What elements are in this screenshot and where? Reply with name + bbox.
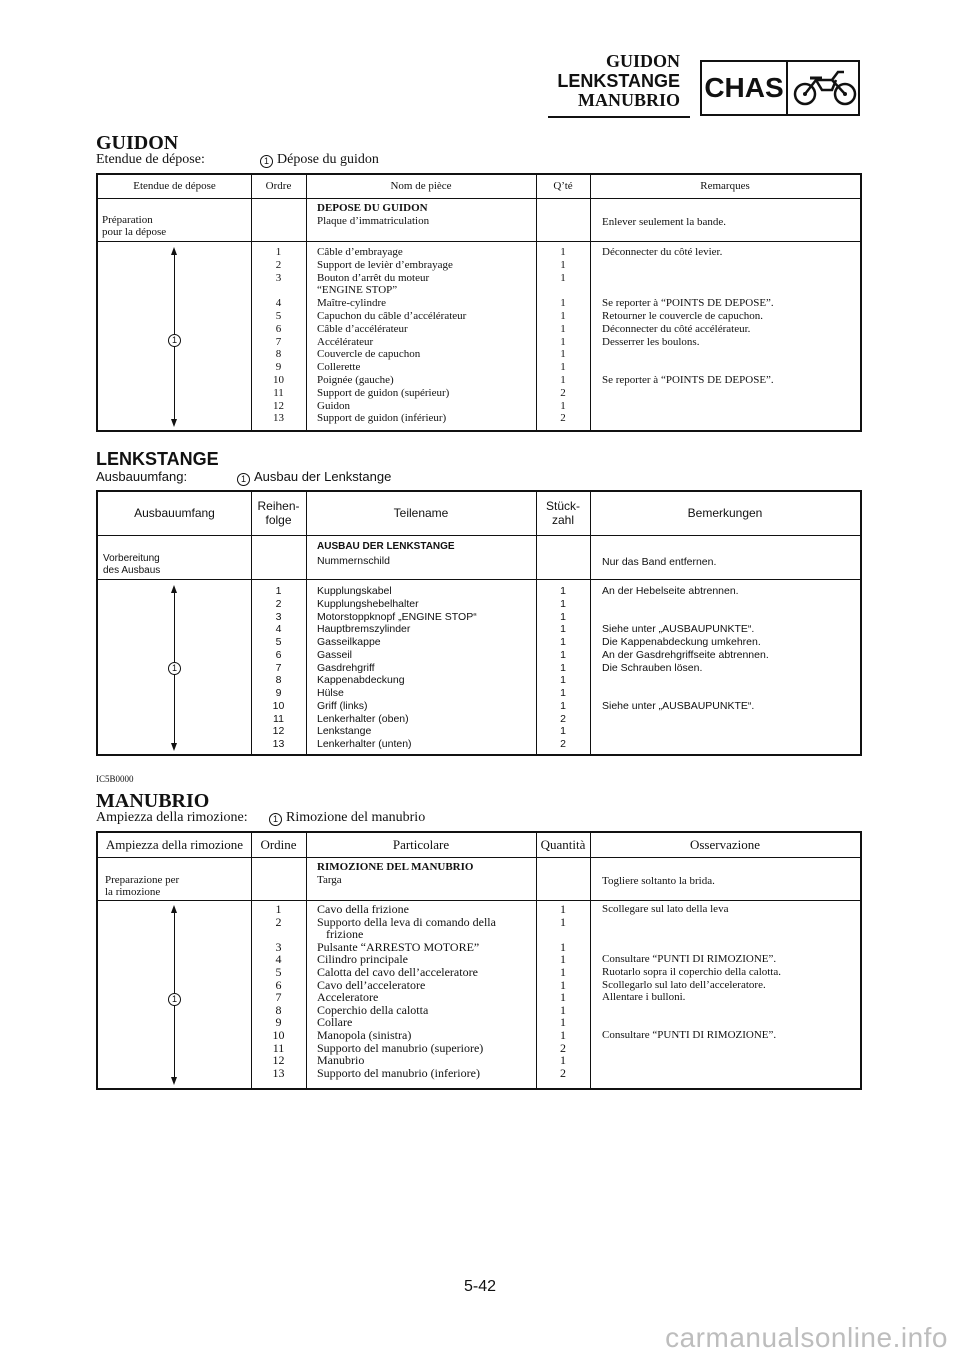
circled-number-icon: 1: [260, 155, 273, 168]
col-header-scope: Ampiezza della rimozione: [105, 836, 244, 852]
scope-text: Ausbau der Lenkstange: [254, 469, 392, 484]
removal-table-it: [96, 831, 862, 1090]
section-title-it: MANUBRIO: [96, 790, 210, 812]
section-title-de: LENKSTANGE: [96, 449, 219, 469]
col-header-order: Reihen- folge: [257, 498, 300, 527]
circled-number-icon: 1: [237, 473, 250, 486]
scope-value: [260, 153, 379, 168]
motorcycle-icon: [792, 68, 858, 108]
header-rule: [548, 116, 690, 118]
prep-remark: Nur das Band entfernen.: [602, 556, 717, 568]
scope-text: Rimozione del manubrio: [286, 810, 426, 825]
removal-table-fr: [96, 173, 862, 432]
prep-part: Nummernschild: [317, 555, 390, 567]
col-header-order: Ordre: [265, 180, 292, 193]
order-column: 1 2 3 4 5 6 7 8 9 10 11 12 13: [272, 585, 285, 750]
order-column: 1 2 3 4 5 6 7 8 9 10 11 12 13: [273, 246, 284, 425]
section-title-fr: GUIDON: [96, 132, 179, 154]
prep-remark: Enlever seulement la bande.: [602, 216, 727, 228]
range-number: 1: [168, 662, 181, 675]
prep-part: Targa: [317, 874, 342, 886]
range-number: 1: [168, 334, 181, 347]
col-header-part: Particolare: [392, 836, 450, 852]
order-column: 1 2 3 4 5 6 7 8 9 10 11 12 13: [272, 902, 285, 1080]
col-header-scope: Etendue de dépose: [133, 180, 216, 193]
removal-table-de: [96, 490, 862, 756]
circled-number-icon: 1: [269, 813, 282, 826]
col-header-qty: Quantità: [540, 836, 586, 852]
col-header-remarks: Bemerkungen: [687, 505, 763, 520]
chapter-badge: [700, 60, 860, 116]
document-reference: IC5B0000: [96, 774, 134, 784]
scope-line-de: [96, 469, 392, 484]
col-header-part: Nom de pièce: [390, 180, 452, 193]
col-header-qty: Q’té: [553, 180, 573, 193]
col-header-qty: Stück- zahl: [545, 498, 580, 527]
prep-label: Préparation pour la dépose: [102, 214, 167, 238]
part-column: Câble d’embrayage Support de levièr d’embrayage Bouton d’arrêt du moteur “ENGINE STOP” Maître-cylindre Capuchon du câble d’accélérateur Câble d’accélérateur Accélérateur Couvercle de capuchon Collerette Poignée (gauche) Support de guidon (supérieur) Guidon Support de guidon (inférieur): [317, 246, 467, 425]
prep-part: Plaque d’immatriculation: [317, 215, 430, 227]
col-header-remarks: Remarques: [700, 180, 750, 193]
chapter-badge-label: CHAS: [704, 72, 784, 103]
header-title-fr: GUIDON: [605, 51, 680, 71]
prep-part-title: RIMOZIONE DEL MANUBRIO: [317, 861, 474, 873]
col-header-order: Ordine: [260, 836, 297, 852]
col-header-remarks: Osservazione: [689, 836, 761, 852]
remarks-column: Déconnecter du côté levier. Se reporter à “POINTS DE DEPOSE”. Retourner le couvercle de capuchon. Déconnecter du côté accélérateur. Desserrer les boulons. Se reporter à “POINTS DE DEPOSE”.: [602, 246, 774, 386]
page-number: 5-42: [463, 1278, 497, 1295]
header-title-it: MANUBRIO: [578, 90, 680, 110]
scope-line-fr: [96, 152, 379, 167]
range-number: 1: [168, 993, 181, 1006]
prep-label: Vorbereitung des Ausbaus: [103, 553, 161, 576]
scope-value: [237, 470, 391, 486]
chapter-badge-divider: [786, 62, 788, 114]
part-column: Cavo della frizione Supporto della leva di comando della frizione Pulsante “ARRESTO MOTORE” Cilindro principale Calotta del cavo dell’acceleratore Cavo dell’acceleratore Acceleratore Coperchio della calotta Collare Manopola (sinistra) Supporto del manubrio (superiore) Manubrio Supporto del manubrio (inferiore): [317, 902, 496, 1080]
part-column: Kupplungskabel Kupplungshebelhalter Motorstoppknopf „ENGINE STOP“ Hauptbremszylinder Gasseilkappe Gasseil Gasdrehgriff Kappenabdeckung Hülse Griff (links) Lenkerhalter (oben) Lenkstange Lenkerhalter (unten): [317, 585, 477, 750]
scope-label: Ampiezza della rimozione:: [96, 810, 248, 825]
watermark: carmanualsonline.info: [665, 1322, 948, 1353]
qty-column: 1 1 1 1 1 1 1 1 1 1 2 1 2: [560, 246, 566, 425]
scope-text: Dépose du guidon: [277, 152, 379, 167]
remarks-column: An der Hebelseite abtrennen. Siehe unter „AUSBAUPUNKTE“. Die Kappenabdeckung umkehren. An der Gasdrehgriffseite abtrennen. Die Schrauben lösen. Siehe unter „AUSBAUPUNKTE“.: [602, 585, 769, 712]
col-header-part: Teilename: [393, 505, 449, 520]
scope-value: [269, 811, 425, 826]
prep-part-title: AUSBAU DER LENKSTANGE: [317, 541, 455, 552]
prep-remark: Togliere soltanto la brida.: [602, 875, 715, 887]
prep-label: Preparazione per la rimozione: [105, 874, 180, 898]
qty-column: 1 1 1 1 1 1 1 1 1 1 2 1 2: [560, 585, 566, 750]
qty-column: 1 1 1 1 1 1 1 1 1 1 2 1 2: [560, 902, 566, 1080]
col-header-scope: Ausbauumfang: [134, 505, 215, 520]
scope-line-it: [96, 810, 426, 825]
header-title-de: LENKSTANGE: [557, 71, 680, 91]
scope-label: Ausbauumfang:: [96, 469, 188, 484]
scope-label: Etendue de dépose:: [96, 152, 205, 167]
remarks-column: Scollegare sul lato della leva Consultare “PUNTI DI RIMOZIONE”. Ruotarlo sopra il coperchio della calotta. Scollegarlo sul lato dell’acceleratore. Allentare i bulloni. Consultare “PUNTI DI RIMOZIONE”.: [602, 903, 781, 1041]
prep-part-title: DEPOSE DU GUIDON: [317, 202, 428, 214]
